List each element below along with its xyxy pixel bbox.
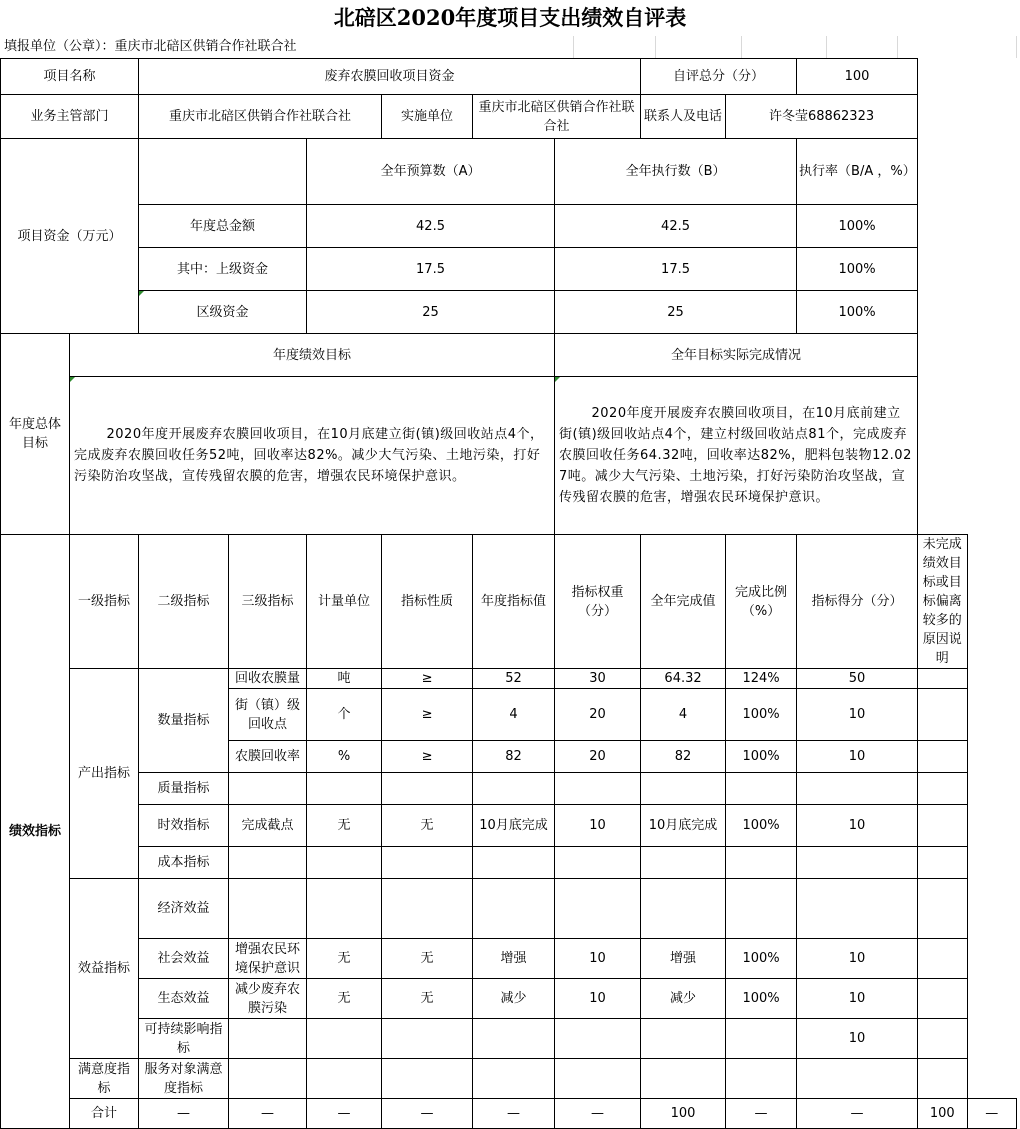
empty-cell: [473, 847, 555, 879]
indicator-reason: [918, 805, 967, 847]
empty-cell: [555, 879, 641, 939]
empty-cell: [229, 1059, 307, 1099]
score-label: 自评总分（分）: [641, 59, 797, 95]
empty-cell: [382, 773, 473, 805]
project-name-label: 项目名称: [1, 59, 139, 95]
dept-value: 重庆市北碚区供销合作社联合社: [139, 95, 382, 139]
filler-unit: 填报单位（公章）：重庆市北碚区供销合作社联合社: [4, 39, 297, 54]
total-dash: —: [726, 1099, 797, 1129]
empty-cell: [473, 1019, 555, 1059]
funds-header-rate: 执行率（B/A ，%）: [797, 139, 918, 205]
indicator-name: 完成截点: [229, 805, 307, 847]
indicator-name: 回收农膜量: [229, 669, 307, 689]
col-header-reason: 未完成绩效目标或目标偏离较多的原因说明: [918, 535, 967, 669]
funds-header-a: 全年预算数（A）: [307, 139, 555, 205]
ecological-indicator-label: 生态效益: [139, 979, 229, 1019]
contact-label: 联系人及电话: [641, 95, 726, 139]
empty-cell: [918, 847, 967, 879]
indicator-target: 减少: [473, 979, 555, 1019]
funds-blank: [139, 139, 307, 205]
empty-cell: [726, 847, 797, 879]
indicator-name: 增强农民环境保护意识: [229, 939, 307, 979]
empty-cell: [555, 847, 641, 879]
funds-row-rate: 100%: [797, 248, 918, 291]
empty-cell: [229, 1019, 307, 1059]
self-evaluation-table: [0, 58, 1017, 1129]
page-title: 北碚区2020年度项目支出绩效自评表: [333, 5, 687, 30]
empty-cell: [726, 1059, 797, 1099]
goals-label: 年度总体目标: [1, 334, 70, 535]
total-dash: —: [307, 1099, 382, 1129]
actual-goal-text: 2020年度开展废弃农膜回收项目，在10月底前建立街(镇)级回收站点4个，建立村级回收站点81个，完成废弃农膜回收任务64.32吨，回收率达82%，肥料包装物12.027吨。减少大气污染、土地污染，打好污染防治攻坚战，宣传残留农膜的危害，增强农民环境保护意识。: [555, 377, 918, 535]
indicator-unit: 无: [307, 979, 382, 1019]
total-dash: —: [967, 1099, 1016, 1129]
empty-cell: [307, 1059, 382, 1099]
indicator-reason: [918, 741, 967, 773]
indicator-reason: [918, 939, 967, 979]
empty-cell: [382, 1019, 473, 1059]
score-value: 100: [797, 59, 918, 95]
annual-goal-header: 年度绩效目标: [70, 334, 555, 377]
empty-cell: [307, 847, 382, 879]
funds-row-a: 42.5: [307, 205, 555, 248]
indicator-unit: 吨: [307, 669, 382, 689]
total-label: 合计: [70, 1099, 139, 1129]
indicator-target: 82: [473, 741, 555, 773]
empty-cell: [797, 773, 918, 805]
empty-cell: [473, 773, 555, 805]
indicator-score: 50: [797, 669, 918, 689]
impl-label: 实施单位: [382, 95, 473, 139]
effect-indicator-label: 效益指标: [70, 879, 139, 1059]
indicator-score: 10: [797, 741, 918, 773]
project-name-value: 废弃农膜回收项目资金: [139, 59, 641, 95]
impl-value: 重庆市北碚区供销合作社联合社: [473, 95, 641, 139]
indicator-score: 10: [797, 689, 918, 741]
empty-cell: [797, 879, 918, 939]
empty-cell: [382, 879, 473, 939]
indicator-actual: 增强: [641, 939, 726, 979]
empty-cell: [473, 879, 555, 939]
indicator-reason: [918, 689, 967, 741]
indicator-actual: 4: [641, 689, 726, 741]
indicator-unit: 无: [307, 805, 382, 847]
empty-cell: [555, 773, 641, 805]
indicator-actual: 减少: [641, 979, 726, 1019]
col-header-level2: 二级指标: [139, 535, 229, 669]
empty-cell: [382, 1059, 473, 1099]
timeliness-indicator-label: 时效指标: [139, 805, 229, 847]
indicator-reason: [918, 979, 967, 1019]
col-header-level1: 一级指标: [70, 535, 139, 669]
indicators-label: 绩效指标: [1, 535, 70, 1129]
indicator-nature: 无: [382, 939, 473, 979]
col-header-level3: 三级指标: [229, 535, 307, 669]
funds-label: 项目资金（万元）: [1, 139, 139, 334]
total-dash: —: [382, 1099, 473, 1129]
empty-cell: [229, 879, 307, 939]
economic-indicator-label: 经济效益: [139, 879, 229, 939]
empty-cell: [726, 879, 797, 939]
col-header-weight: 指标权重（分）: [555, 535, 641, 669]
sustainable-score: 10: [797, 1019, 918, 1059]
dept-label: 业务主管部门: [1, 95, 139, 139]
indicator-ratio: 100%: [726, 741, 797, 773]
funds-row-label: 年度总金额: [139, 205, 307, 248]
indicator-unit: %: [307, 741, 382, 773]
col-header-score: 指标得分（分）: [797, 535, 918, 669]
indicator-score: 10: [797, 979, 918, 1019]
empty-cell: [726, 1019, 797, 1059]
indicator-unit: 个: [307, 689, 382, 741]
col-header-target: 年度指标值: [473, 535, 555, 669]
funds-row-b: 25: [555, 291, 797, 334]
indicator-weight: 20: [555, 741, 641, 773]
cost-indicator-label: 成本指标: [139, 847, 229, 879]
actual-goal-header: 全年目标实际完成情况: [555, 334, 918, 377]
funds-row-a: 17.5: [307, 248, 555, 291]
funds-row-label: 其中：上级资金: [139, 248, 307, 291]
total-dash: —: [229, 1099, 307, 1129]
total-weight: 100: [641, 1099, 726, 1129]
empty-cell: [641, 773, 726, 805]
empty-cell: [918, 879, 967, 939]
indicator-weight: 10: [555, 805, 641, 847]
indicator-ratio: 100%: [726, 939, 797, 979]
indicator-target: 4: [473, 689, 555, 741]
empty-cell: [797, 847, 918, 879]
empty-cell: [382, 847, 473, 879]
indicator-score: 10: [797, 939, 918, 979]
col-header-ratio: 完成比例（%）: [726, 535, 797, 669]
funds-row-rate: 100%: [797, 291, 918, 334]
indicator-reason: [918, 669, 967, 689]
indicator-actual: 64.32: [641, 669, 726, 689]
funds-row-label: 区级资金: [139, 291, 307, 334]
indicator-weight: 20: [555, 689, 641, 741]
indicator-actual: 10月底完成: [641, 805, 726, 847]
total-dash: —: [797, 1099, 918, 1129]
empty-cell: [918, 773, 967, 805]
funds-row-a: 25: [307, 291, 555, 334]
total-dash: —: [555, 1099, 641, 1129]
total-score: 100: [918, 1099, 967, 1129]
indicator-target: 52: [473, 669, 555, 689]
service-indicator-label: 服务对象满意度指标: [139, 1059, 229, 1099]
contact-value: 许冬莹68862323: [726, 95, 918, 139]
indicator-ratio: 100%: [726, 689, 797, 741]
empty-cell: [641, 879, 726, 939]
indicator-name: 减少废弃农膜污染: [229, 979, 307, 1019]
indicator-score: 10: [797, 805, 918, 847]
funds-row-b: 42.5: [555, 205, 797, 248]
indicator-weight: 30: [555, 669, 641, 689]
indicator-name: 农膜回收率: [229, 741, 307, 773]
indicator-nature: ≥: [382, 689, 473, 741]
empty-cell: [229, 773, 307, 805]
indicator-actual: 82: [641, 741, 726, 773]
indicator-ratio: 124%: [726, 669, 797, 689]
empty-cell: [307, 879, 382, 939]
indicator-nature: 无: [382, 979, 473, 1019]
indicator-weight: 10: [555, 979, 641, 1019]
indicator-nature: ≥: [382, 669, 473, 689]
empty-cell: [473, 1059, 555, 1099]
indicator-target: 增强: [473, 939, 555, 979]
satisfaction-indicator-label: 满意度指标: [70, 1059, 139, 1099]
empty-cell: [555, 1059, 641, 1099]
funds-header-b: 全年执行数（B）: [555, 139, 797, 205]
indicator-name: 街（镇）级回收点: [229, 689, 307, 741]
funds-row-b: 17.5: [555, 248, 797, 291]
empty-cell: [307, 1019, 382, 1059]
empty-cell: [555, 1019, 641, 1059]
indicator-target: 10月底完成: [473, 805, 555, 847]
indicator-ratio: 100%: [726, 979, 797, 1019]
social-indicator-label: 社会效益: [139, 939, 229, 979]
output-indicator-label: 产出指标: [70, 669, 139, 879]
empty-cell: [307, 773, 382, 805]
empty-cell: [229, 847, 307, 879]
total-dash: —: [139, 1099, 229, 1129]
sustainable-indicator-label: 可持续影响指标: [139, 1019, 229, 1059]
empty-cell: [641, 1019, 726, 1059]
col-header-nature: 指标性质: [382, 535, 473, 669]
annual-goal-text: 2020年度开展废弃农膜回收项目，在10月底建立街(镇)级回收站点4个，完成废弃农膜回收任务52吨，回收率达82%。减少大气污染、土地污染，打好污染防治攻坚战，宣传残留农膜的危害，增强农民环境保护意识。: [70, 377, 555, 535]
indicator-ratio: 100%: [726, 805, 797, 847]
empty-cell: [641, 1059, 726, 1099]
empty-cell: [726, 773, 797, 805]
empty-cell: [918, 1019, 967, 1059]
empty-cell: [641, 847, 726, 879]
indicator-nature: ≥: [382, 741, 473, 773]
empty-cell: [918, 1059, 967, 1099]
col-header-actual: 全年完成值: [641, 535, 726, 669]
indicator-nature: 无: [382, 805, 473, 847]
col-header-unit: 计量单位: [307, 535, 382, 669]
indicator-unit: 无: [307, 939, 382, 979]
total-dash: —: [473, 1099, 555, 1129]
funds-row-rate: 100%: [797, 205, 918, 248]
quality-indicator-label: 质量指标: [139, 773, 229, 805]
quantity-indicator-label: 数量指标: [139, 669, 229, 773]
indicator-weight: 10: [555, 939, 641, 979]
empty-cell: [797, 1059, 918, 1099]
